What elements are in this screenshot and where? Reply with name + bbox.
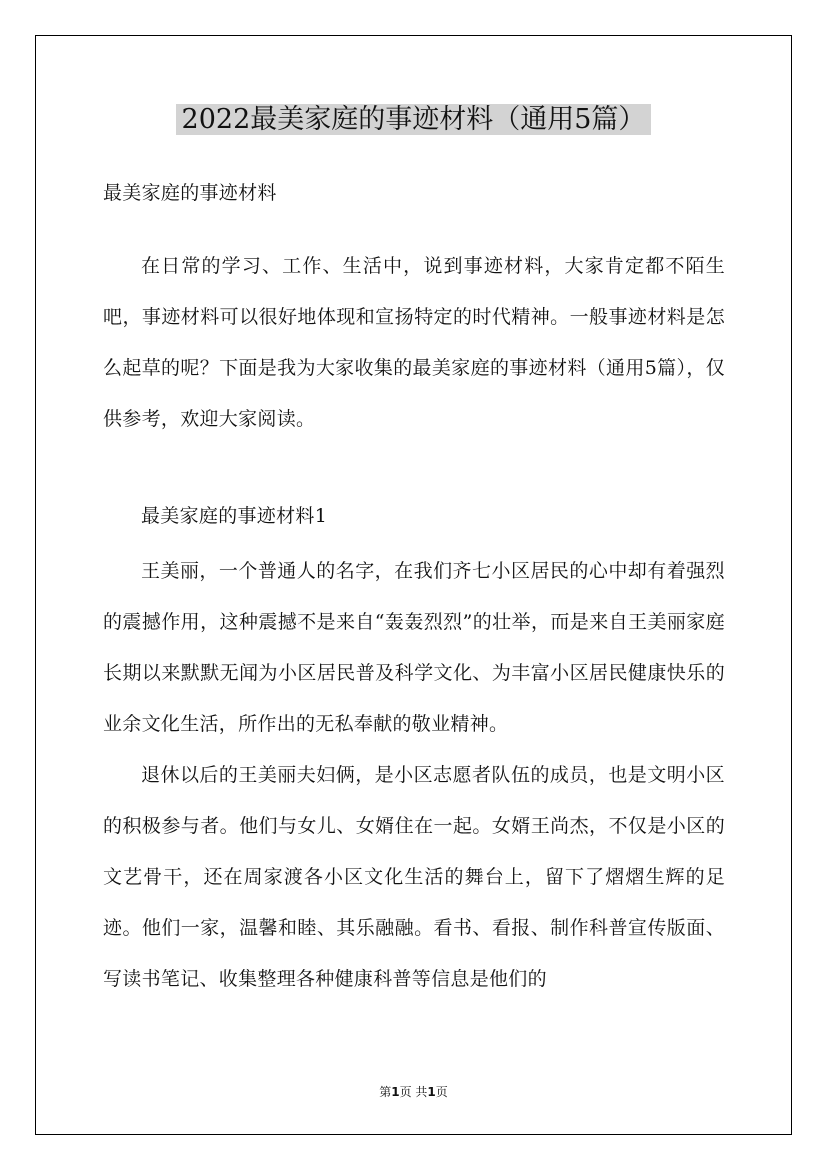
body-paragraph-1: 王美丽，一个普通人的名字，在我们齐七小区居民的心中却有着强烈的震撼作用，这种震撼不是来自“轰轰烈烈”的壮举，而是来自王美丽家庭长期以来默默无闻为小区居民普及科学文化、为丰富小区居民健康快乐的业余文化生活，所作出的无私奉献的敬业精神。 — [103, 560, 725, 735]
document-title-text: 2022最美家庭的事迹材料（通用5篇） — [176, 104, 652, 135]
footer-page-mid: 页 共 — [399, 1085, 428, 1099]
footer-page-total: 1 — [427, 1085, 436, 1099]
footer-page-current: 1 — [391, 1085, 400, 1099]
document-body — [103, 173, 725, 1005]
intro-paragraph: 在日常的学习、工作、生活中，说到事迹材料，大家肯定都不陌生吧，事迹材料可以很好地体现和宣扬特定的时代精神。一般事迹材料是怎么起草的呢？下面是我为大家收集的最美家庭的事迹材料（通用5篇），仅供参考，欢迎大家阅读。 — [103, 255, 725, 430]
footer-page-suffix: 页 — [435, 1085, 448, 1099]
body-paragraph-2: 退休以后的王美丽夫妇俩，是小区志愿者队伍的成员，也是文明小区的积极参与者。他们与女儿、女婿住在一起。女婿王尚杰，不仅是小区的文艺骨干，还在周家渡各小区文化生活的舞台上，留下了熠熠生辉的足迹。他们一家，温馨和睦、其乐融融。看书、看报、制作科普宣传版面、写读书笔记、收集整理各种健康科普等信息是他们的 — [103, 764, 725, 990]
footer-page-prefix: 第 — [379, 1085, 392, 1099]
document-subtitle: 最美家庭的事迹材料 — [103, 182, 277, 204]
page-footer — [0, 1083, 827, 1100]
document-title — [0, 100, 827, 140]
section-heading: 最美家庭的事迹材料1 — [141, 505, 328, 527]
